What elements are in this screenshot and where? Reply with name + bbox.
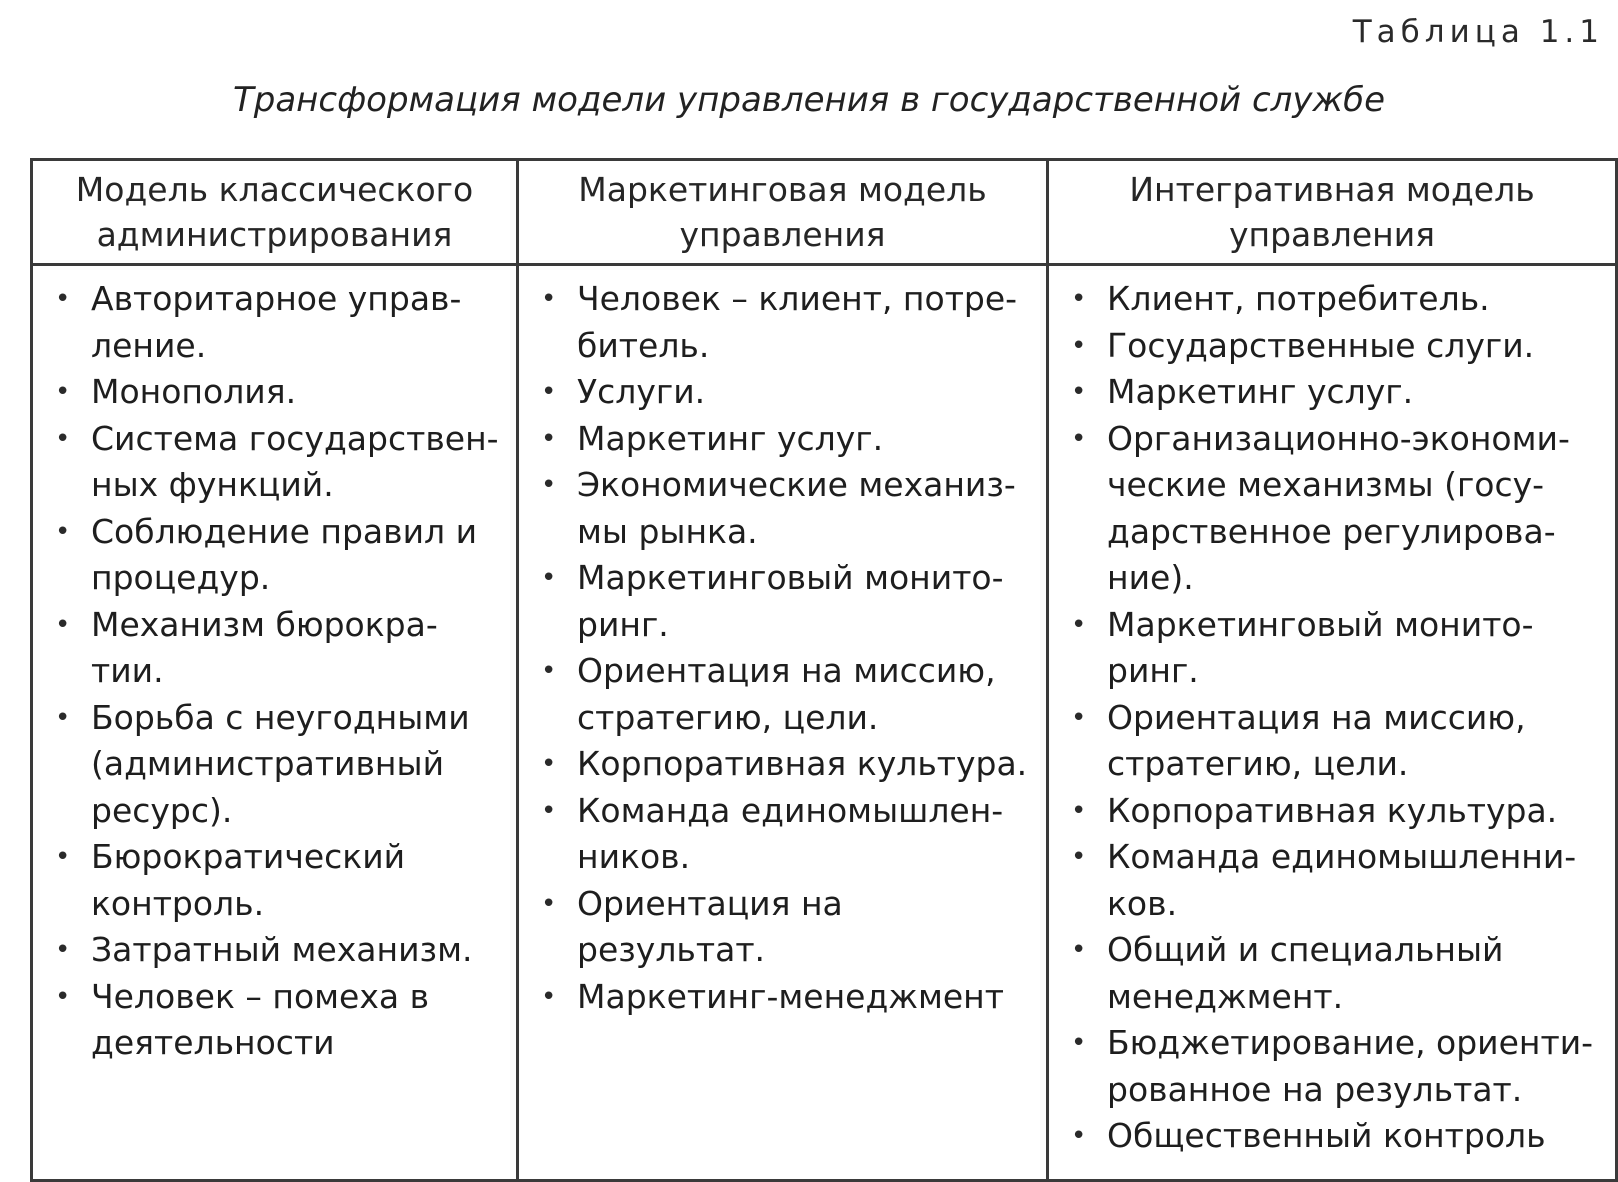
- list-item: [539, 788, 1032, 881]
- list-item-text: Экономические механиз-мы рынка.: [577, 465, 1016, 551]
- bullet-icon: •: [541, 656, 557, 686]
- bullet-icon: •: [55, 377, 71, 407]
- list-item-text: Человек – клиент, потре-битель.: [577, 279, 1018, 365]
- bullet-icon: •: [1071, 609, 1087, 640]
- list-item: [1069, 834, 1601, 927]
- bullet-icon: •: [1071, 1028, 1087, 1058]
- list-item-text: Борьба с неугодными (административный ресурс).: [91, 697, 470, 830]
- list-item: [1069, 416, 1601, 602]
- list-item: [539, 416, 1032, 463]
- list-item-text: Маркетинговый монито-ринг.: [577, 558, 1004, 644]
- list-item-text: Корпоративная культура.: [1107, 790, 1558, 830]
- list-item-text: Ориентация на результат.: [577, 883, 843, 969]
- list-item: [53, 602, 502, 695]
- bullet-icon: •: [1071, 284, 1087, 314]
- list-item-text: Государственные слуги.: [1107, 325, 1535, 365]
- bullet-icon: •: [1071, 1121, 1087, 1151]
- list-item-text: Корпоративная культура.: [577, 744, 1028, 783]
- list-marketing: [539, 276, 1032, 1020]
- list-item: [53, 369, 502, 416]
- list-item-text: Услуги.: [577, 372, 706, 411]
- list-item: [53, 276, 502, 369]
- list-item: [53, 834, 502, 927]
- list-item-text: Клиент, потребитель.: [1107, 279, 1490, 318]
- bullet-icon: •: [541, 423, 557, 454]
- cell-classical: [32, 265, 518, 1181]
- list-item-text: Бюрократический контроль.: [91, 837, 406, 923]
- list-item: [539, 881, 1032, 974]
- list-item-text: Организационно-экономи-ческие механизмы (госу-дарственное регулирова-ние).: [1107, 418, 1570, 597]
- body-row: [32, 265, 1617, 1181]
- list-item-text: Маркетинг-менеджмент: [577, 976, 1004, 1016]
- list-item-text: Соблюдение правил и процедур.: [91, 511, 478, 597]
- list-item-text: Система государствен-ных функций.: [91, 418, 499, 504]
- header-row: [32, 160, 1617, 265]
- bullet-icon: •: [541, 470, 557, 500]
- cell-integrative: [1048, 265, 1617, 1181]
- bullet-icon: •: [55, 423, 71, 454]
- list-item: [53, 509, 502, 602]
- comparison-table: [30, 158, 1618, 1182]
- header-line-2: управления: [679, 215, 886, 254]
- list-item: [539, 555, 1032, 648]
- bullet-icon: •: [1071, 702, 1087, 733]
- bullet-icon: •: [1071, 377, 1087, 407]
- cell-marketing: [518, 265, 1048, 1181]
- list-item-text: Ориентация на миссию, стратегию, цели.: [577, 651, 996, 737]
- bullet-icon: •: [541, 563, 557, 593]
- list-item-text: Механизм бюрокра-тии.: [91, 604, 438, 690]
- column-header-integrative: [1048, 160, 1617, 265]
- bullet-icon: •: [1071, 795, 1087, 826]
- list-integrative: [1069, 276, 1601, 1160]
- list-item: [1069, 323, 1601, 370]
- bullet-icon: •: [55, 842, 71, 872]
- list-item: [539, 974, 1032, 1021]
- list-item: [53, 974, 502, 1067]
- list-item: [53, 695, 502, 835]
- list-item-text: Маркетинг услуг.: [1107, 372, 1414, 411]
- list-item: [539, 369, 1032, 416]
- list-item-text: Маркетинг услуг.: [577, 418, 884, 458]
- list-item-text: Затратный механизм.: [91, 930, 473, 969]
- header-line-1: Маркетинговая модель: [578, 170, 987, 209]
- table-title: Трансформация модели управления в государственной службе: [232, 80, 1386, 120]
- bullet-icon: •: [55, 702, 71, 733]
- list-item-text: Общественный контроль: [1107, 1116, 1546, 1155]
- list-item: [1069, 369, 1601, 416]
- bullet-icon: •: [541, 284, 557, 314]
- list-item-text: Монополия.: [91, 372, 297, 411]
- bullet-icon: •: [55, 609, 71, 640]
- list-item-text: Бюджетирование, ориенти-рованное на результат.: [1107, 1023, 1594, 1109]
- bullet-icon: •: [541, 888, 557, 919]
- bullet-icon: •: [541, 749, 557, 779]
- bullet-icon: •: [1071, 330, 1087, 361]
- list-item-text: Команда единомышленни-ков.: [1107, 837, 1577, 923]
- column-header-classical: [32, 160, 518, 265]
- list-item-text: Ориентация на миссию, стратегию, цели.: [1107, 697, 1526, 783]
- header-line-1: Интегративная модель: [1129, 170, 1535, 209]
- bullet-icon: •: [1071, 842, 1087, 872]
- list-item-text: Человек – помеха в деятельности: [91, 976, 430, 1062]
- list-item: [53, 416, 502, 509]
- list-item-text: Маркетинговый монито-ринг.: [1107, 604, 1534, 690]
- list-item: [1069, 1020, 1601, 1113]
- header-line-2: администрирования: [96, 215, 453, 254]
- list-item: [1069, 602, 1601, 695]
- list-item: [1069, 1113, 1601, 1160]
- list-item: [539, 276, 1032, 369]
- bullet-icon: •: [55, 284, 71, 314]
- list-item: [1069, 276, 1601, 323]
- list-classical: [53, 276, 502, 1067]
- list-item: [53, 927, 502, 974]
- bullet-icon: •: [541, 981, 557, 1012]
- list-item-text: Общий и специальный менеджмент.: [1107, 930, 1504, 1016]
- list-item: [1069, 695, 1601, 788]
- bullet-icon: •: [1071, 935, 1087, 965]
- header-line-2: управления: [1229, 215, 1435, 254]
- bullet-icon: •: [1071, 423, 1087, 454]
- bullet-icon: •: [55, 981, 71, 1012]
- bullet-icon: •: [55, 516, 71, 547]
- list-item: [539, 648, 1032, 741]
- list-item-text: Команда единомышлен-ников.: [577, 790, 1004, 876]
- bullet-icon: •: [541, 377, 557, 407]
- table-number-label: Таблица 1.1: [1352, 14, 1604, 50]
- list-item: [539, 741, 1032, 788]
- header-line-1: Модель классического: [75, 170, 474, 209]
- list-item: [1069, 927, 1601, 1020]
- list-item: [539, 462, 1032, 555]
- bullet-icon: •: [541, 795, 557, 826]
- list-item: [1069, 788, 1601, 835]
- column-header-marketing: [518, 160, 1048, 265]
- list-item-text: Авторитарное управ-ление.: [91, 279, 462, 365]
- bullet-icon: •: [55, 935, 71, 965]
